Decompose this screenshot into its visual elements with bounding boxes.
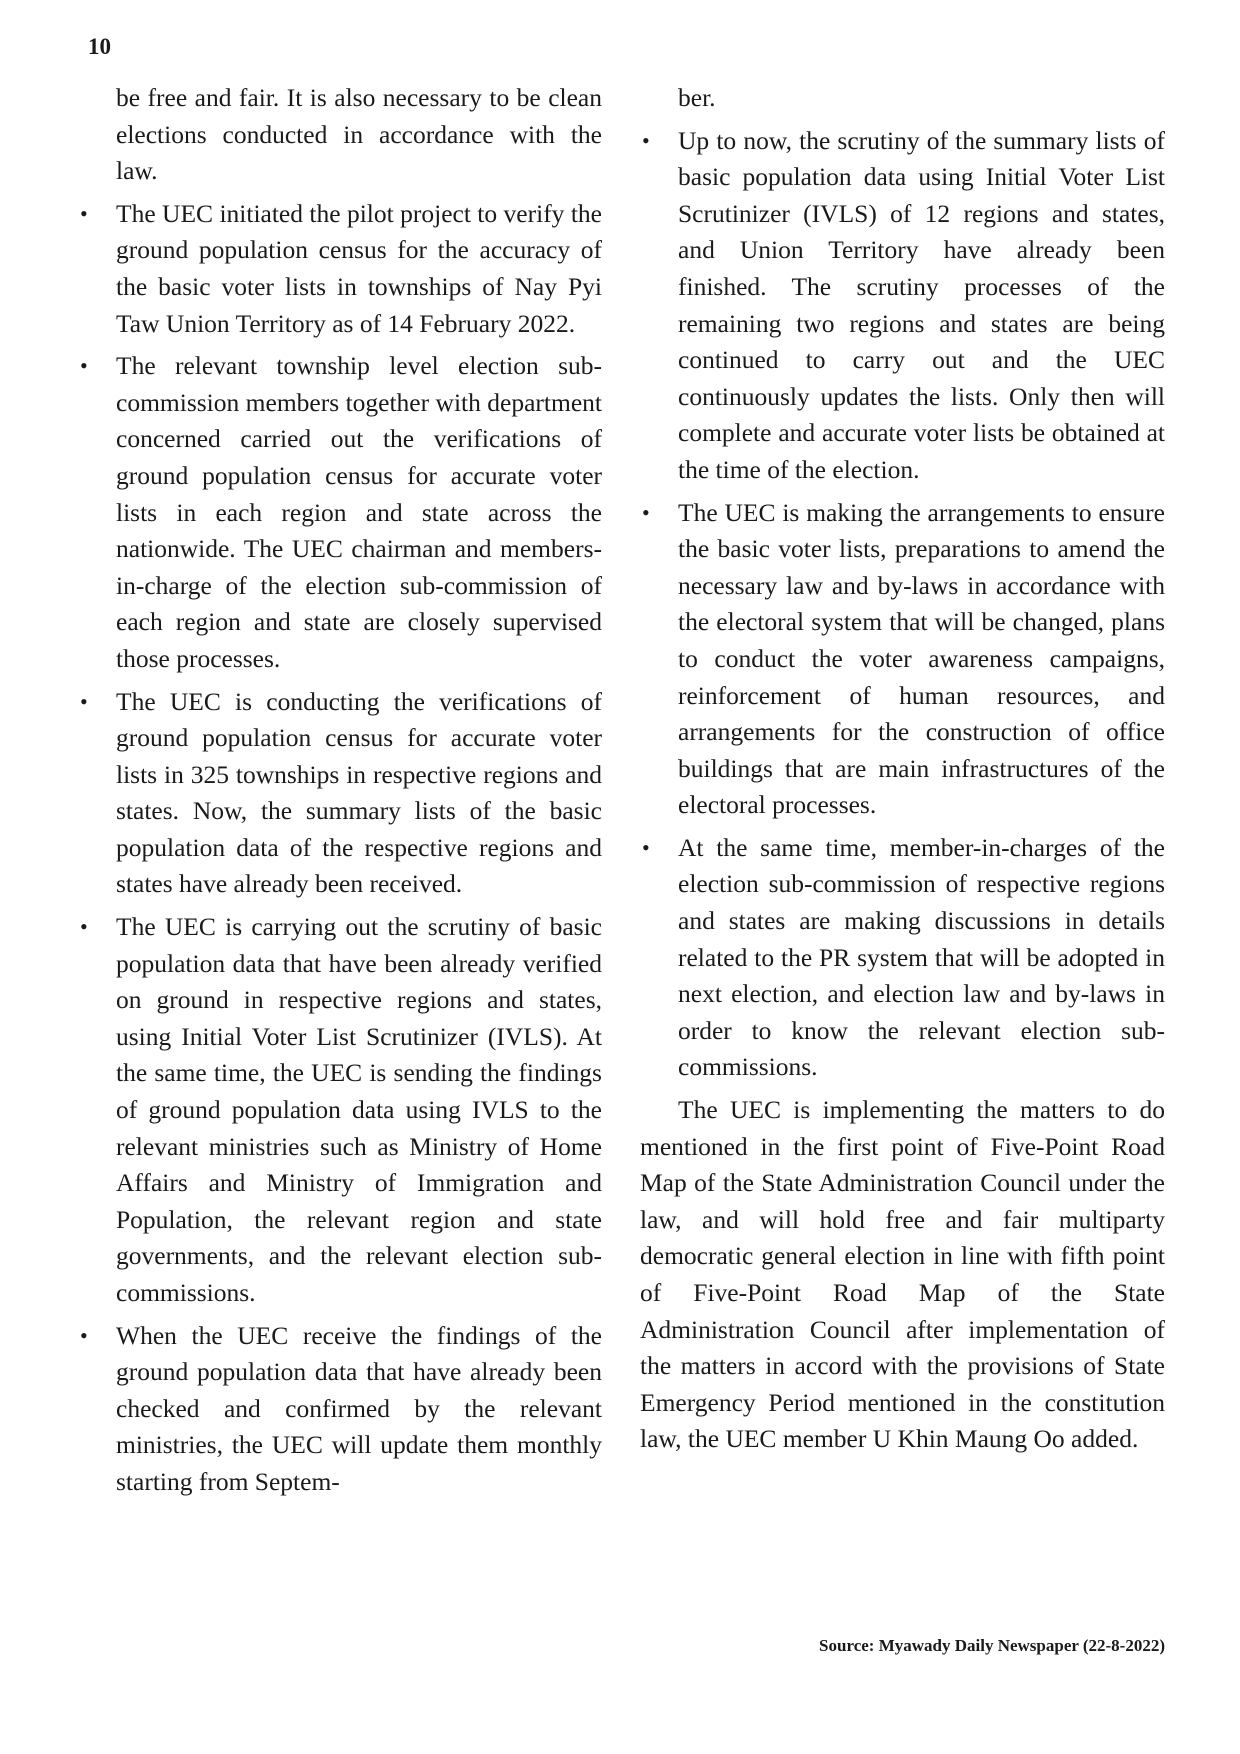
bullet-item <box>640 123 1165 489</box>
bullet-item <box>640 830 1165 1086</box>
bullet-icon: • <box>642 834 650 860</box>
bullet-text: The UEC is making the arrangements to ensure the basic voter lists, preparations to amend the necessary law and by-laws in accordance with the electoral system that will be changed, plans to conduct the voter awareness campaigns, reinforcement of human resources, and arrangements for the construction of office buildings that are main infrastructures of the electoral processes. <box>678 497 1165 820</box>
bullet-icon: • <box>80 1322 88 1348</box>
continued-paragraph: ber. <box>678 83 716 112</box>
bullet-icon: • <box>80 353 88 379</box>
bullet-item <box>640 495 1165 824</box>
bullet-item <box>78 196 602 342</box>
closing-paragraph: The UEC is implementing the matters to do mentioned in the first point of Five-Point Road Map of the State Administration Council under the law, and will hold free and fair multiparty democratic general election in line with fifth point of Five-Point Road Map of the State Administration Council after implementation of the matters in accord with the provisions of State Emergency Period mentioned in the constitution law, the UEC member U Khin Maung Oo added. <box>640 1095 1165 1454</box>
source-citation: Source: Myawady Daily Newspaper (22-8-2022) <box>819 1636 1165 1655</box>
bullet-icon: • <box>80 200 88 226</box>
right-column <box>640 80 1165 1458</box>
bullet-text: The UEC is conducting the verifications of ground population census for accurate voter lists in 325 townships in respective regions and states. Now, the summary lists of the basic population data of the respective regions and states have already been received. <box>116 686 602 899</box>
bullet-text: At the same time, member-in-charges of the election sub-commission of respective regions and states are making discussions in details related to the PR system that will be adopted in next election, and election law and by-laws in order to know the relevant election sub-commissions. <box>678 832 1165 1082</box>
page-number: 10 <box>88 34 111 59</box>
bullet-icon: • <box>642 127 650 153</box>
bullet-icon: • <box>642 499 650 525</box>
bullet-text: Up to now, the scrutiny of the summary lists of basic population data using Initial Voter List Scrutinizer (IVLS) of 12 regions and states, and Union Territory have already been finished. The scrutiny processes of the remaining two regions and states are being continued to carry out and the UEC continuously updates the lists. Only then will complete and accurate voter lists be obtained at the time of the election. <box>678 125 1165 484</box>
bullet-item <box>78 348 602 677</box>
bullet-text: When the UEC receive the findings of the ground population data that have already been checked and confirmed by the relevant ministries, the UEC will update them monthly starting from Septem- <box>116 1320 602 1496</box>
bullet-text: The UEC is carrying out the scrutiny of basic population data that have been already verified on ground in respective regions and states, using Initial Voter List Scrutinizer (IVLS). At the same time, the UEC is sending the findings of ground population data using IVLS to the relevant ministries such as Ministry of Home Affairs and Ministry of Immigration and Population, the relevant region and state governments, and the relevant election sub-commissions. <box>116 912 602 1307</box>
bullet-item <box>78 684 602 904</box>
continued-paragraph: be free and fair. It is also necessary to be clean elections conducted in accordance with the law. <box>116 83 602 186</box>
bullet-text: The relevant township level election sub-commission members together with department concerned carried out the verifications of ground population census for accurate voter lists in each region and state across the nationwide. The UEC chairman and members-in-charge of the election sub-commission of each region and state are closely supervised those processes. <box>116 351 602 673</box>
bullet-icon: • <box>80 688 88 714</box>
left-column <box>78 80 602 1501</box>
bullet-item <box>78 1318 602 1501</box>
bullet-text: The UEC initiated the pilot project to verify the ground population census for the accuracy of the basic voter lists in townships of Nay Pyi Taw Union Territory as of 14 February 2022. <box>116 198 602 338</box>
bullet-item <box>78 909 602 1312</box>
bullet-icon: • <box>80 914 88 940</box>
